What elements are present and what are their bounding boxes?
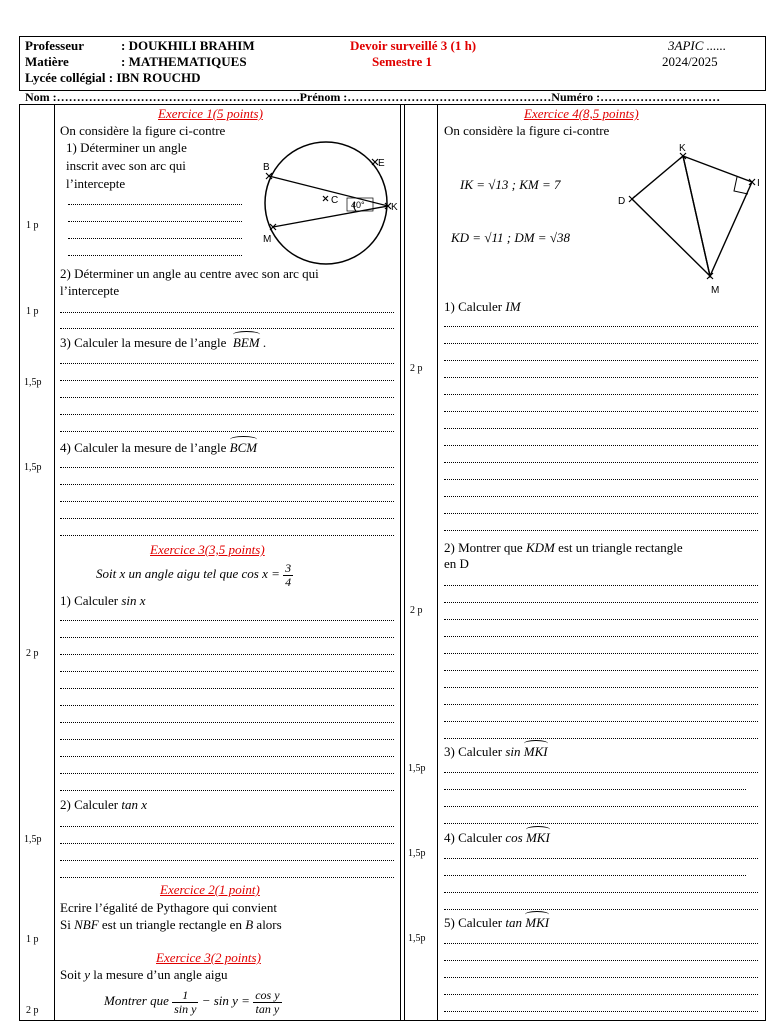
answer-line[interactable] — [60, 484, 394, 485]
answer-line[interactable] — [68, 204, 242, 205]
answer-line[interactable] — [60, 877, 394, 878]
ex4-intro: On considère la figure ci-contre — [444, 123, 610, 138]
answer-line[interactable] — [444, 462, 758, 463]
answer-line[interactable] — [60, 671, 394, 672]
label-d: D — [618, 196, 626, 207]
triangle-kim — [683, 156, 752, 276]
answer-line[interactable] — [444, 394, 758, 395]
ex1-q4 — [60, 440, 257, 456]
answer-line[interactable] — [60, 501, 394, 502]
answer-line[interactable] — [444, 1011, 758, 1012]
ex4-q2-text: 2) Montrer que — [444, 540, 523, 555]
ex1-q2a: 2) Déterminer un angle au centre avec son arc qui — [60, 266, 319, 281]
ex3a-q1-expr: sin x — [121, 593, 146, 608]
ex4-title: Exercice 4(8,5 points) — [524, 106, 639, 121]
points-left-2: 1 p — [26, 306, 39, 317]
answer-line[interactable] — [60, 826, 394, 827]
points-right-4: 1,5p — [408, 848, 426, 859]
ex3b-y: y — [84, 967, 90, 982]
frac-den: 4 — [285, 574, 292, 589]
answer-line[interactable] — [444, 806, 758, 807]
ex4-data2: KD = √11 ; DM = √38 — [451, 230, 570, 245]
answer-line[interactable] — [444, 619, 758, 620]
answer-line[interactable] — [444, 411, 758, 412]
prof-label: Professeur — [25, 38, 84, 53]
points-right-3: 1,5p — [408, 763, 426, 774]
answer-line[interactable] — [68, 255, 242, 256]
answer-line[interactable] — [444, 892, 758, 893]
answer-line[interactable] — [60, 312, 394, 313]
answer-line[interactable] — [444, 875, 746, 876]
figure1-circle — [255, 140, 398, 265]
ex4-q2-rect: est un triangle rectangle — [558, 540, 683, 555]
ex2-rect: est un triangle rectangle en — [101, 917, 242, 932]
frac2-den: tan y — [255, 1001, 280, 1016]
ex3b-desc: la mesure d’un angle aigu — [93, 967, 228, 982]
ex3a-statement — [96, 560, 293, 589]
answer-line[interactable] — [60, 518, 394, 519]
ex3a-title: Exercice 3(3,5 points) — [150, 542, 265, 557]
answer-line[interactable] — [60, 705, 394, 706]
answer-line[interactable] — [444, 772, 758, 773]
answer-line[interactable] — [444, 994, 758, 995]
answer-line[interactable] — [444, 858, 758, 859]
circle-shape — [265, 142, 387, 264]
matiere-label: Matière — [25, 54, 69, 69]
answer-line[interactable] — [60, 328, 394, 329]
answer-line[interactable] — [60, 654, 394, 655]
answer-line[interactable] — [444, 909, 758, 910]
right-margin-col — [437, 104, 438, 1020]
label-k: K — [391, 202, 398, 213]
ex4-q3-text: 3) Calculer — [444, 744, 503, 759]
answer-line[interactable] — [444, 653, 758, 654]
answer-line[interactable] — [444, 943, 758, 944]
answer-line[interactable] — [444, 445, 758, 446]
frac1-den: sin y — [174, 1001, 197, 1016]
label-k2: K — [679, 143, 686, 154]
ex1-q4-text: 4) Calculer la mesure de l’angle — [60, 440, 227, 455]
ex3a-q1-text: 1) Calculer — [60, 593, 119, 608]
ex3b-montrer: Montrer que — [104, 993, 169, 1008]
ex4-q3-fn: sin — [505, 744, 521, 759]
answer-line[interactable] — [444, 479, 758, 480]
answer-line[interactable] — [444, 738, 758, 739]
points-left-5: 2 p — [26, 648, 39, 659]
ex1-q1c: l’intercepte — [66, 176, 126, 191]
ex4-q2-kdm: KDM — [525, 540, 555, 555]
answer-line[interactable] — [444, 704, 758, 705]
ex3a-fraction — [283, 562, 293, 589]
ex3b-statement — [104, 986, 282, 1016]
points-right-2: 2 p — [410, 605, 423, 616]
ex2-line1: Ecrire l’égalité de Pythagore qui convient — [60, 900, 277, 915]
ex2-line2 — [60, 917, 282, 933]
answer-line[interactable] — [60, 790, 394, 791]
ex2-nbf: NBF — [74, 917, 99, 932]
left-margin-col — [54, 104, 55, 1020]
label-c: C — [331, 195, 339, 206]
ex1-title: Exercice 1(5 points) — [158, 106, 263, 121]
center-divider-b — [404, 104, 405, 1020]
chord-mk — [273, 206, 388, 227]
ex3b-frac1 — [172, 989, 198, 1016]
ex4-q5 — [444, 915, 549, 931]
ex2-alors: alors — [256, 917, 282, 932]
ex4-q1-text: 1) Calculer — [444, 299, 503, 314]
answer-line[interactable] — [444, 496, 758, 497]
ex4-q5-fn: tan — [505, 915, 522, 930]
figure2-triangle — [615, 140, 765, 300]
ex1-q2b: l’intercepte — [60, 283, 120, 298]
frac2-num: cos y — [255, 987, 280, 1002]
answer-line[interactable] — [60, 414, 394, 415]
label-i: I — [757, 178, 760, 189]
ex4-q5-text: 5) Calculer — [444, 915, 503, 930]
ex4-q4 — [444, 830, 550, 846]
answer-line[interactable] — [444, 960, 758, 961]
answer-line[interactable] — [444, 789, 746, 790]
answer-line[interactable] — [60, 722, 394, 723]
answer-line[interactable] — [60, 535, 394, 536]
ex3a-q2 — [60, 797, 147, 813]
answer-line[interactable] — [60, 363, 394, 364]
ex4-q3-angle: MKI — [523, 744, 548, 759]
ex2-si: Si — [60, 917, 71, 932]
answer-line[interactable] — [444, 721, 758, 722]
frac-num: 3 — [285, 560, 292, 575]
points-left-6: 1,5p — [24, 834, 42, 845]
answer-line[interactable] — [444, 687, 758, 688]
ex3a-q2-text: 2) Calculer — [60, 797, 119, 812]
chord-bk — [269, 176, 388, 206]
answer-line[interactable] — [60, 637, 394, 638]
answer-line[interactable] — [444, 326, 758, 327]
answer-line[interactable] — [60, 756, 394, 757]
ex3b-frac2 — [253, 989, 281, 1016]
answer-line[interactable] — [60, 860, 394, 861]
ex3a-stmt-text: Soit x un angle aigu tel que cos x = — [96, 566, 280, 581]
ex1-intro: On considère la figure ci-contre — [60, 123, 226, 138]
answer-line[interactable] — [444, 513, 758, 514]
ex4-q5-angle: MKI — [525, 915, 550, 930]
annee: 2024/2025 — [662, 54, 718, 69]
answer-line[interactable] — [444, 602, 758, 603]
label-m: M — [263, 234, 272, 245]
ex4-q4-text: 4) Calculer — [444, 830, 503, 845]
ex1-q1a: 1) Déterminer un angle — [66, 140, 187, 155]
ex4-q1-expr: IM — [505, 299, 521, 314]
answer-line[interactable] — [60, 467, 394, 468]
prof-value: : DOUKHILI BRAHIM — [121, 38, 255, 53]
answer-line[interactable] — [60, 620, 394, 621]
answer-line[interactable] — [60, 843, 394, 844]
ex1-q1b: inscrit avec son arc qui — [66, 158, 186, 173]
answer-line[interactable] — [444, 636, 758, 637]
answer-line[interactable] — [60, 397, 394, 398]
lycee: Lycée collégial : IBN ROUCHD — [25, 70, 201, 85]
ex4-q2d: en D — [444, 556, 469, 571]
angle-label: 40° — [351, 200, 365, 210]
angle-bem: BEM — [232, 335, 260, 350]
answer-line[interactable] — [60, 688, 394, 689]
classe: 3APIC ...... — [668, 38, 727, 53]
answer-line[interactable] — [444, 530, 758, 531]
frac1-num: 1 — [172, 989, 198, 1003]
points-left-3: 1,5p — [24, 377, 42, 388]
semestre: Semestre 1 — [372, 54, 433, 69]
ex3b-minus: − sin y = — [201, 993, 250, 1008]
answer-line[interactable] — [444, 360, 758, 361]
point-markers — [266, 159, 391, 230]
answer-line[interactable] — [68, 238, 242, 239]
devoir-title: Devoir surveillé 3 (1 h) — [350, 38, 477, 53]
ex3b-line1 — [60, 967, 228, 983]
matiere-value: : MATHEMATIQUES — [121, 54, 247, 69]
answer-line[interactable] — [444, 670, 758, 671]
answer-line[interactable] — [68, 221, 242, 222]
triangle-kdm — [632, 156, 710, 276]
ex3b-soit: Soit — [60, 967, 81, 982]
ex1-q3-text: 3) Calculer la mesure de l’angle — [60, 335, 227, 350]
ex2-b: B — [245, 917, 254, 932]
answer-line[interactable] — [60, 739, 394, 740]
ex4-q4-fn: cos — [505, 830, 523, 845]
answer-line[interactable] — [444, 377, 758, 378]
points-left-4: 1,5p — [24, 462, 42, 473]
ex3b-title: Exercice 3(2 points) — [156, 950, 261, 965]
label-e: E — [378, 158, 385, 169]
label-b: B — [263, 162, 270, 173]
answer-line[interactable] — [444, 585, 758, 586]
answer-line[interactable] — [60, 431, 394, 432]
points-left-1: 1 p — [26, 220, 39, 231]
answer-line[interactable] — [60, 773, 394, 774]
answer-line[interactable] — [444, 977, 758, 978]
center-divider-a — [400, 104, 401, 1020]
points-left-7: 1 p — [26, 934, 39, 945]
main-top-line — [19, 104, 765, 105]
ex4-q2 — [444, 540, 683, 556]
points-left-8: 2 p — [26, 1005, 39, 1016]
ex1-q3: 3) Calculer la mesure de l’angle BEM . — [60, 335, 267, 350]
angle-bcm: BCM — [229, 440, 258, 455]
ex3a-q2-expr: tan x — [121, 797, 148, 812]
ex4-q1 — [444, 299, 521, 315]
points-right-1: 2 p — [410, 363, 423, 374]
ex4-data1: IK = √13 ; KM = 7 — [460, 177, 561, 192]
ex2-title: Exercice 2(1 point) — [160, 882, 260, 897]
answer-line[interactable] — [444, 428, 758, 429]
ex4-q4-angle: MKI — [525, 830, 550, 845]
answer-line[interactable] — [444, 823, 758, 824]
answer-line[interactable] — [444, 343, 758, 344]
points-right-5: 1,5p — [408, 933, 426, 944]
ex4-q3 — [444, 744, 548, 760]
answer-line[interactable] — [60, 380, 394, 381]
nom-line[interactable]: Nom :…………………………………………………….Prénom :……………………………………………Numéro :………………………… — [25, 90, 721, 104]
ex3a-q1 — [60, 593, 146, 609]
label-m2: M — [711, 285, 720, 296]
